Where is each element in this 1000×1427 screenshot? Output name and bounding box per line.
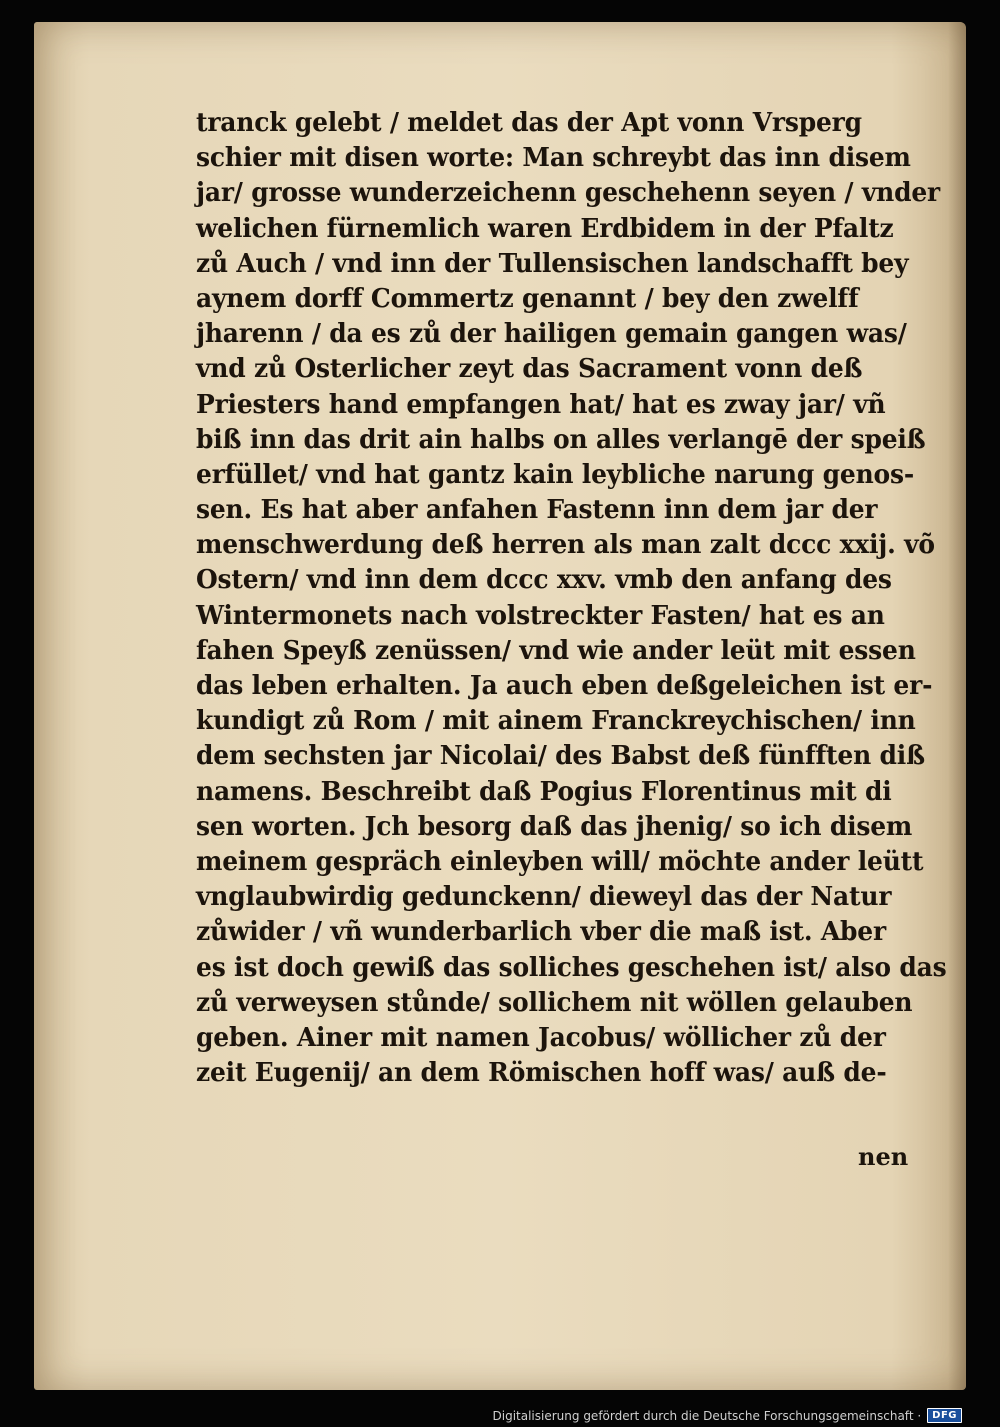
text-line: zů verweysen stůnde/ sollichem nit wöllen gelauben [196, 987, 913, 1018]
text-line: es ist doch gewiß das solliches geschehen ist/ also das [196, 952, 947, 983]
text-line: namens. Beschreibt daß Pogius Florentinus mit di [196, 776, 892, 807]
text-line: Wintermonets nach volstreckter Fasten/ hat es an [196, 600, 885, 631]
funding-credit-text: Digitalisierung gefördert durch die Deutsche Forschungsgemeinschaft · [492, 1408, 922, 1423]
text-line: zůwider / vñ wunderbarlich vber die maß ist. Aber [196, 917, 886, 948]
text-line: schier mit disen worte: Man schreybt das inn disem [196, 143, 911, 174]
dfg-logo[interactable]: DFG [927, 1408, 962, 1423]
text-line: vnglaubwirdig gedunckenn/ dieweyl das der Natur [196, 882, 892, 913]
text-line: vnd zů Osterlicher zeyt das Sacrament vonn deß [196, 354, 863, 385]
text-line: jharenn / da es zů der hailigen gemain gangen was/ [196, 319, 907, 350]
text-line: geben. Ainer mit namen Jacobus/ wöllicher zů der [196, 1022, 886, 1053]
text-line: Ostern/ vnd inn dem dccc xxv. vmb den anfang des [196, 565, 892, 596]
text-line: fahen Speyß zenüssen/ vnd wie ander leüt mit essen [196, 635, 916, 666]
catchword: nen [858, 1142, 909, 1171]
text-line: Priesters hand empfangen hat/ hat es zway jar/ vñ [196, 389, 886, 420]
text-line: sen. Es hat aber anfahen Fastenn inn dem jar der [196, 495, 878, 526]
text-line: zeit Eugenij/ an dem Römischen hoff was/ auß de- [196, 1058, 887, 1089]
text-line: zů Auch / vnd inn der Tullensischen landschafft bey [196, 248, 909, 279]
text-line: dem sechsten jar Nicolai/ des Babst deß fünfften diß [196, 741, 925, 772]
text-line: biß inn das drit ain halbs on alles verlangē der speiß [196, 424, 926, 455]
text-line: aynem dorff Commertz genannt / bey den zwelff [196, 283, 859, 314]
text-line: das leben erhalten. Ja auch eben deßgeleichen ist er- [196, 671, 933, 701]
page-text [196, 106, 947, 1091]
text-line: jar/ grosse wunderzeichenn geschehenn seyen / vnder [196, 178, 941, 209]
text-line: erfüllet/ vnd hat gantz kain leybliche narung genos- [196, 459, 915, 490]
footer-credit [493, 1408, 962, 1423]
text-line: menschwerdung deß herren als man zalt dccc xxij. võ [196, 530, 935, 561]
text-line: tranck gelebt / meldet das der Apt vonn Vrsperg [196, 108, 862, 138]
text-line: kundigt zů Rom / mit ainem Franckreychischen/ inn [196, 706, 916, 737]
text-line: sen worten. Jch besorg daß das jhenig/ so ich disem [196, 811, 913, 842]
text-line: welichen fürnemlich waren Erdbidem in der Pfaltz [196, 213, 894, 244]
text-line: meinem gespräch einleyben will/ möchte ander leütt [196, 846, 924, 877]
